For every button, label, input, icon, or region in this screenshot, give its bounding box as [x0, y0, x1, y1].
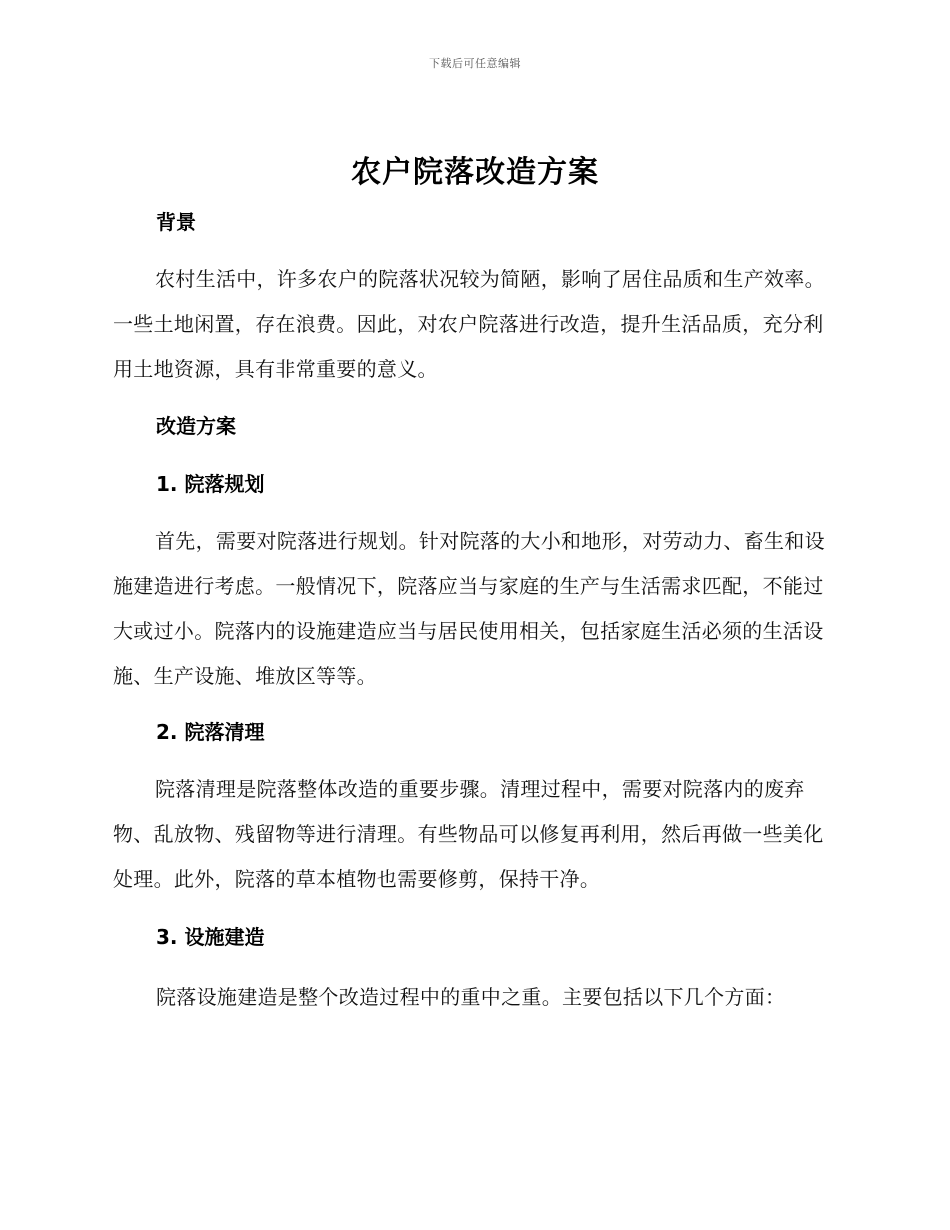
section-heading-planning: 1. 院落规划	[156, 472, 265, 496]
header-note: 下载后可任意编辑	[429, 57, 521, 70]
paragraph-background: 农村生活中，许多农户的院落状况较为简陋，影响了居住品质和生产效率。一些土地闲置，存在浪费。因此，对农户院落进行改造，提升生活品质，充分利用土地资源，具有非常重要的意义。	[113, 267, 825, 381]
paragraph-cleanup: 院落清理是院落整体改造的重要步骤。清理过程中，需要对院落内的废弃物、乱放物、残留物等进行清理。有些物品可以修复再利用，然后再做一些美化处理。此外，院落的草本植物也需要修剪，保持干净。	[113, 777, 824, 891]
document-title: 农户院落改造方案	[351, 155, 599, 190]
section-heading-construction: 3. 设施建造	[156, 925, 265, 949]
section-heading-background: 背景	[156, 210, 196, 234]
paragraph-construction: 院落设施建造是整个改造过程中的重中之重。主要包括以下几个方面：	[156, 985, 786, 1009]
paragraph-planning: 首先，需要对院落进行规划。针对院落的大小和地形，对劳动力、畜生和设施建造进行考虑。一般情况下，院落应当与家庭的生产与生活需求匹配，不能过大或过小。院落内的设施建造应当与居民使用相关，包括家庭生活必须的生活设施、生产设施、堆放区等等。	[113, 529, 825, 688]
section-heading-plan: 改造方案	[156, 414, 236, 438]
section-heading-cleanup: 2. 院落清理	[156, 720, 265, 744]
